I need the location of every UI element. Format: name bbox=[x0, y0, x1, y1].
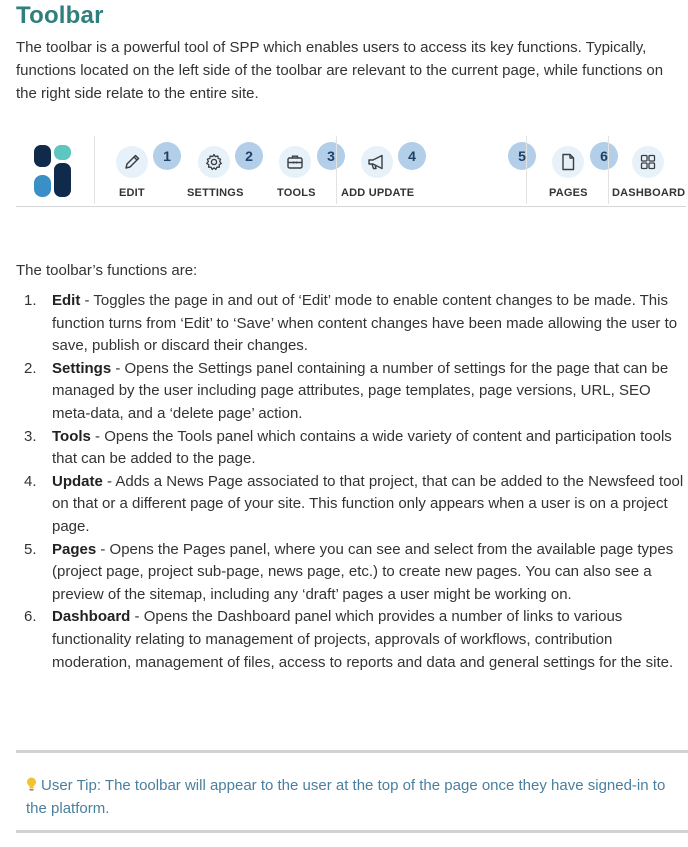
toolbar-add-update-label: ADD UPDATE bbox=[341, 187, 415, 199]
function-name: Dashboard bbox=[52, 608, 131, 626]
functions-lead: The toolbar’s functions are: bbox=[16, 262, 198, 279]
user-tip: User Tip: The toolbar will appear to the user at the top of the page once they have signed-in to the platform. bbox=[26, 777, 666, 817]
toolbar-edit-label: EDIT bbox=[119, 187, 145, 199]
gear-icon bbox=[198, 146, 230, 178]
function-description: - Adds a News Page associated to that project, that can be added to the Newsfeed tool on that or a different page of your site. This function only appears when a user is on a project page. bbox=[52, 472, 684, 535]
list-item: 2. Settings - Opens the Settings panel containing a number of settings for the page that can be managed by the user including page attributes, page templates, page versions, URL, SEO meta-data, and a ‘delete page’ action. bbox=[24, 359, 669, 422]
user-tip-box bbox=[16, 750, 688, 833]
function-name: Update bbox=[52, 472, 103, 490]
list-item: 6. Dashboard - Opens the Dashboard panel which provides a number of links to various functionality relating to management of projects, approvals of workflows, contribution moderation, management of files, access to reports and data and general settings for the site. bbox=[24, 608, 674, 671]
pencil-icon bbox=[116, 146, 148, 178]
toolbar-dashboard-label: DASHBOARD bbox=[612, 187, 686, 199]
toolbar-pages-label: PAGES bbox=[549, 187, 588, 199]
toolbar-dashboard-button[interactable] bbox=[612, 136, 684, 206]
toolbar-tools-button[interactable] bbox=[274, 136, 314, 206]
function-name: Edit bbox=[52, 292, 81, 309]
function-description: - Opens the Pages panel, where you can see and select from the available page types (project page, project sub-page, news page, etc.) to create new pages. You can also see a preview of the sitemap, including any ‘draft’ pages a user might be working on. bbox=[52, 540, 674, 603]
function-name: Tools bbox=[52, 427, 91, 445]
function-name: Settings bbox=[52, 359, 112, 377]
function-description: - Opens the Dashboard panel which provides a number of links to various functionality relating to management of projects, approvals of workflows, contribution moderation, management of files, access to reports and data and general settings for the site. bbox=[52, 608, 674, 671]
lightbulb-icon bbox=[26, 777, 37, 791]
list-item: 3. Tools - Opens the Tools panel which contains a wide variety of content and participation tools that can be added to the page. bbox=[24, 427, 672, 468]
toolbar-illustration bbox=[16, 136, 686, 207]
grid-icon bbox=[632, 146, 664, 178]
callout-badge: 1 bbox=[153, 142, 181, 170]
toolbar-pages-button[interactable] bbox=[546, 136, 590, 206]
toolbar-tools-label: TOOLS bbox=[277, 187, 316, 199]
callout-badge: 4 bbox=[398, 142, 426, 170]
page-icon bbox=[552, 146, 584, 178]
toolbar-settings-label: SETTINGS bbox=[187, 187, 244, 199]
toolbar-separator bbox=[526, 136, 527, 204]
function-description: - Opens the Settings panel containing a number of settings for the page that can be managed by the user including page attributes, page templates, page versions, URL, SEO meta-data, and a ‘delete page’ action. bbox=[52, 359, 669, 422]
toolbar-edit-button[interactable] bbox=[113, 136, 151, 206]
toolbox-icon bbox=[279, 146, 311, 178]
toolbar-separator bbox=[608, 136, 609, 204]
callout-badge: 3 bbox=[317, 142, 345, 170]
megaphone-icon bbox=[361, 146, 393, 178]
intro-paragraph: The toolbar is a powerful tool of SPP which enables users to access its key functions. Typically, functions located on the left side of the toolbar are relevant to the current page, while functions on the right side relate to the entire site. bbox=[16, 39, 664, 102]
functions-list bbox=[16, 290, 688, 674]
callout-badge: 5 bbox=[508, 142, 536, 170]
callout-badge: 6 bbox=[590, 142, 618, 170]
callout-badge: 2 bbox=[235, 142, 263, 170]
function-name: Pages bbox=[52, 540, 97, 558]
page-title: Toolbar bbox=[16, 2, 104, 29]
list-item: 1. Edit - Toggles the page in and out of ‘Edit’ mode to enable content changes to be made. This function turns from ‘Edit’ to ‘Save’ when content changes have been made allowing the user to save, publish or discard their changes. bbox=[24, 292, 678, 355]
list-item: 4. Update - Adds a News Page associated to that project, that can be added to the Newsfeed tool on that or a different page of your site. This function only appears when a user is on a project page. bbox=[24, 472, 684, 535]
function-description: - Toggles the page in and out of ‘Edit’ mode to enable content changes to be made. This function turns from ‘Edit’ to ‘Save’ when content changes have been made allowing the user to save, publish or discard their changes. bbox=[52, 292, 678, 355]
spp-logo bbox=[33, 143, 73, 199]
list-item: 5. Pages - Opens the Pages panel, where you can see and select from the available page types (project page, project sub-page, news page, etc.) to create new pages. You can also see a preview of the sitemap, including any ‘draft’ pages a user might be working on. bbox=[24, 540, 674, 603]
toolbar-separator bbox=[94, 136, 95, 204]
toolbar-separator bbox=[336, 136, 337, 204]
function-description: - Opens the Tools panel which contains a wide variety of content and participation tools that can be added to the page. bbox=[52, 427, 672, 468]
